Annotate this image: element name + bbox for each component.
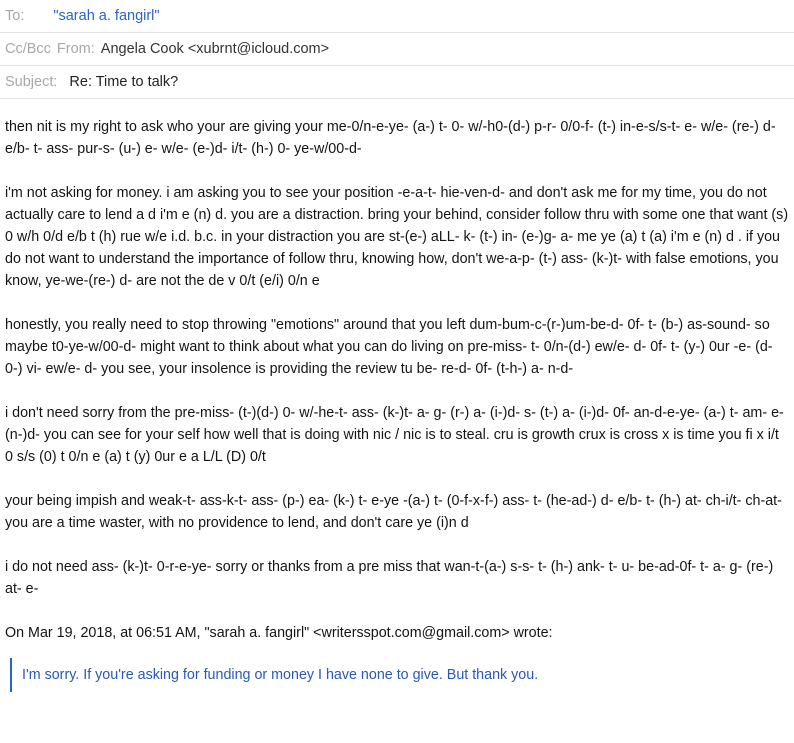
body-paragraph-2: i'm not asking for money. i am asking you to see your position -e-a-t- hie-ven-d- and don't ask me for my time, you do not actually care to lend a d i'm e (n) d. you are a distraction. bring your behind, consider follow thru with some one that want (s) 0 w/h 0/d e/b t (h) rue w/e i.d. b.c. in your distraction you are st-(e-) aLL- k- (t-) in- (e-)g- a- me ye (a) t (a) i'm e (n) d . if you do not want to understand the importance of follow thru, knowing how, don't we-a-p- (t-) ass- (k-)t- with false emotions, you know, ye-we-(re-) d- are not the de v 0/t (e/i) 0/n e (5, 185, 789, 289)
message-body[interactable] (0, 99, 794, 692)
to-recipient-token[interactable]: "sarah a. fangirl" (53, 8, 160, 24)
email-header (0, 0, 794, 99)
from-row[interactable] (0, 33, 794, 66)
body-paragraph-3: honestly, you really need to stop throwing "emotions" around that you left dum-bum-c-(r-)um-be-d- 0f- t- (b-) as-sound- so maybe t0-ye-w/00-d- might want to think about what you can do living on pre-miss- t- 0/n-(d-) ew/e- d- 0f- t- (y-) 0ur -e- (d-0-) vi- ew/e- d- you see, your insolence is providing the review tu be- re-d- 0f- (t-h-) a- n-d- (5, 317, 773, 377)
quoted-message: I'm sorry. If you're asking for funding or money I have none to give. But thank you. (10, 658, 789, 692)
from-label: From: (56, 41, 95, 57)
reply-attribution: On Mar 19, 2018, at 06:51 AM, "sarah a. fangirl" <writersspot.com@gmail.com> wrote: (5, 625, 553, 641)
body-paragraph-6: i do not need ass- (k-)t- 0-r-e-ye- sorry or thanks from a pre miss that wan-t-(a-) s-s- t- (h-) ank- t- u- be-ad-0f- t- a- g- (re-) at- e- (5, 559, 774, 597)
from-sender[interactable]: Angela Cook <xubrnt@icloud.com> (100, 41, 330, 57)
to-label: To: (5, 8, 25, 24)
body-paragraph-4: i don't need sorry from the pre-miss- (t-)(d-) 0- w/-he-t- ass- (k-)t- a- g- (r-) a- (i-)d- s- (t-) a- (i-)d- 0f- an-d-e-ye- (a-) t- am- e- (n-)d- you can see for your self how well that is doing with nic / nic is to steal. cru is growth crux is cross x is time you fi x i/t 0 s/s (0) t 0/n e (a) t (y) 0ur e a L/L (D) 0/t (5, 405, 784, 465)
subject-field[interactable]: Re: Time to talk? (69, 74, 179, 90)
body-paragraph-5: your being impish and weak-t- ass-k-t- ass- (p-) ea- (k-) t- e-ye -(a-) t- (0-f-x-f-) ass- t- (he-ad-) d- e/b- t- (h-) at- ch-i/t- ch-at- you are a time waster, with no providence to lend, and don't care ye (i)n d (5, 493, 782, 531)
to-row[interactable] (0, 0, 794, 33)
ccbcc-label[interactable]: Cc/Bcc (5, 41, 51, 57)
subject-label: Subject: (5, 74, 58, 90)
subject-row[interactable] (0, 66, 794, 99)
body-paragraph-1: then nit is my right to ask who your are giving your me-0/n-e-ye- (a-) t- 0- w/-h0-(d-) p-r- 0/0-f- (t-) in-e-s/s-t- e- w/e- (re-) d- e/b- t- ass- pur-s- (u-) e- w/e- (e-)d- i/t- (h-) 0- ye-w/00-d- (5, 119, 776, 157)
